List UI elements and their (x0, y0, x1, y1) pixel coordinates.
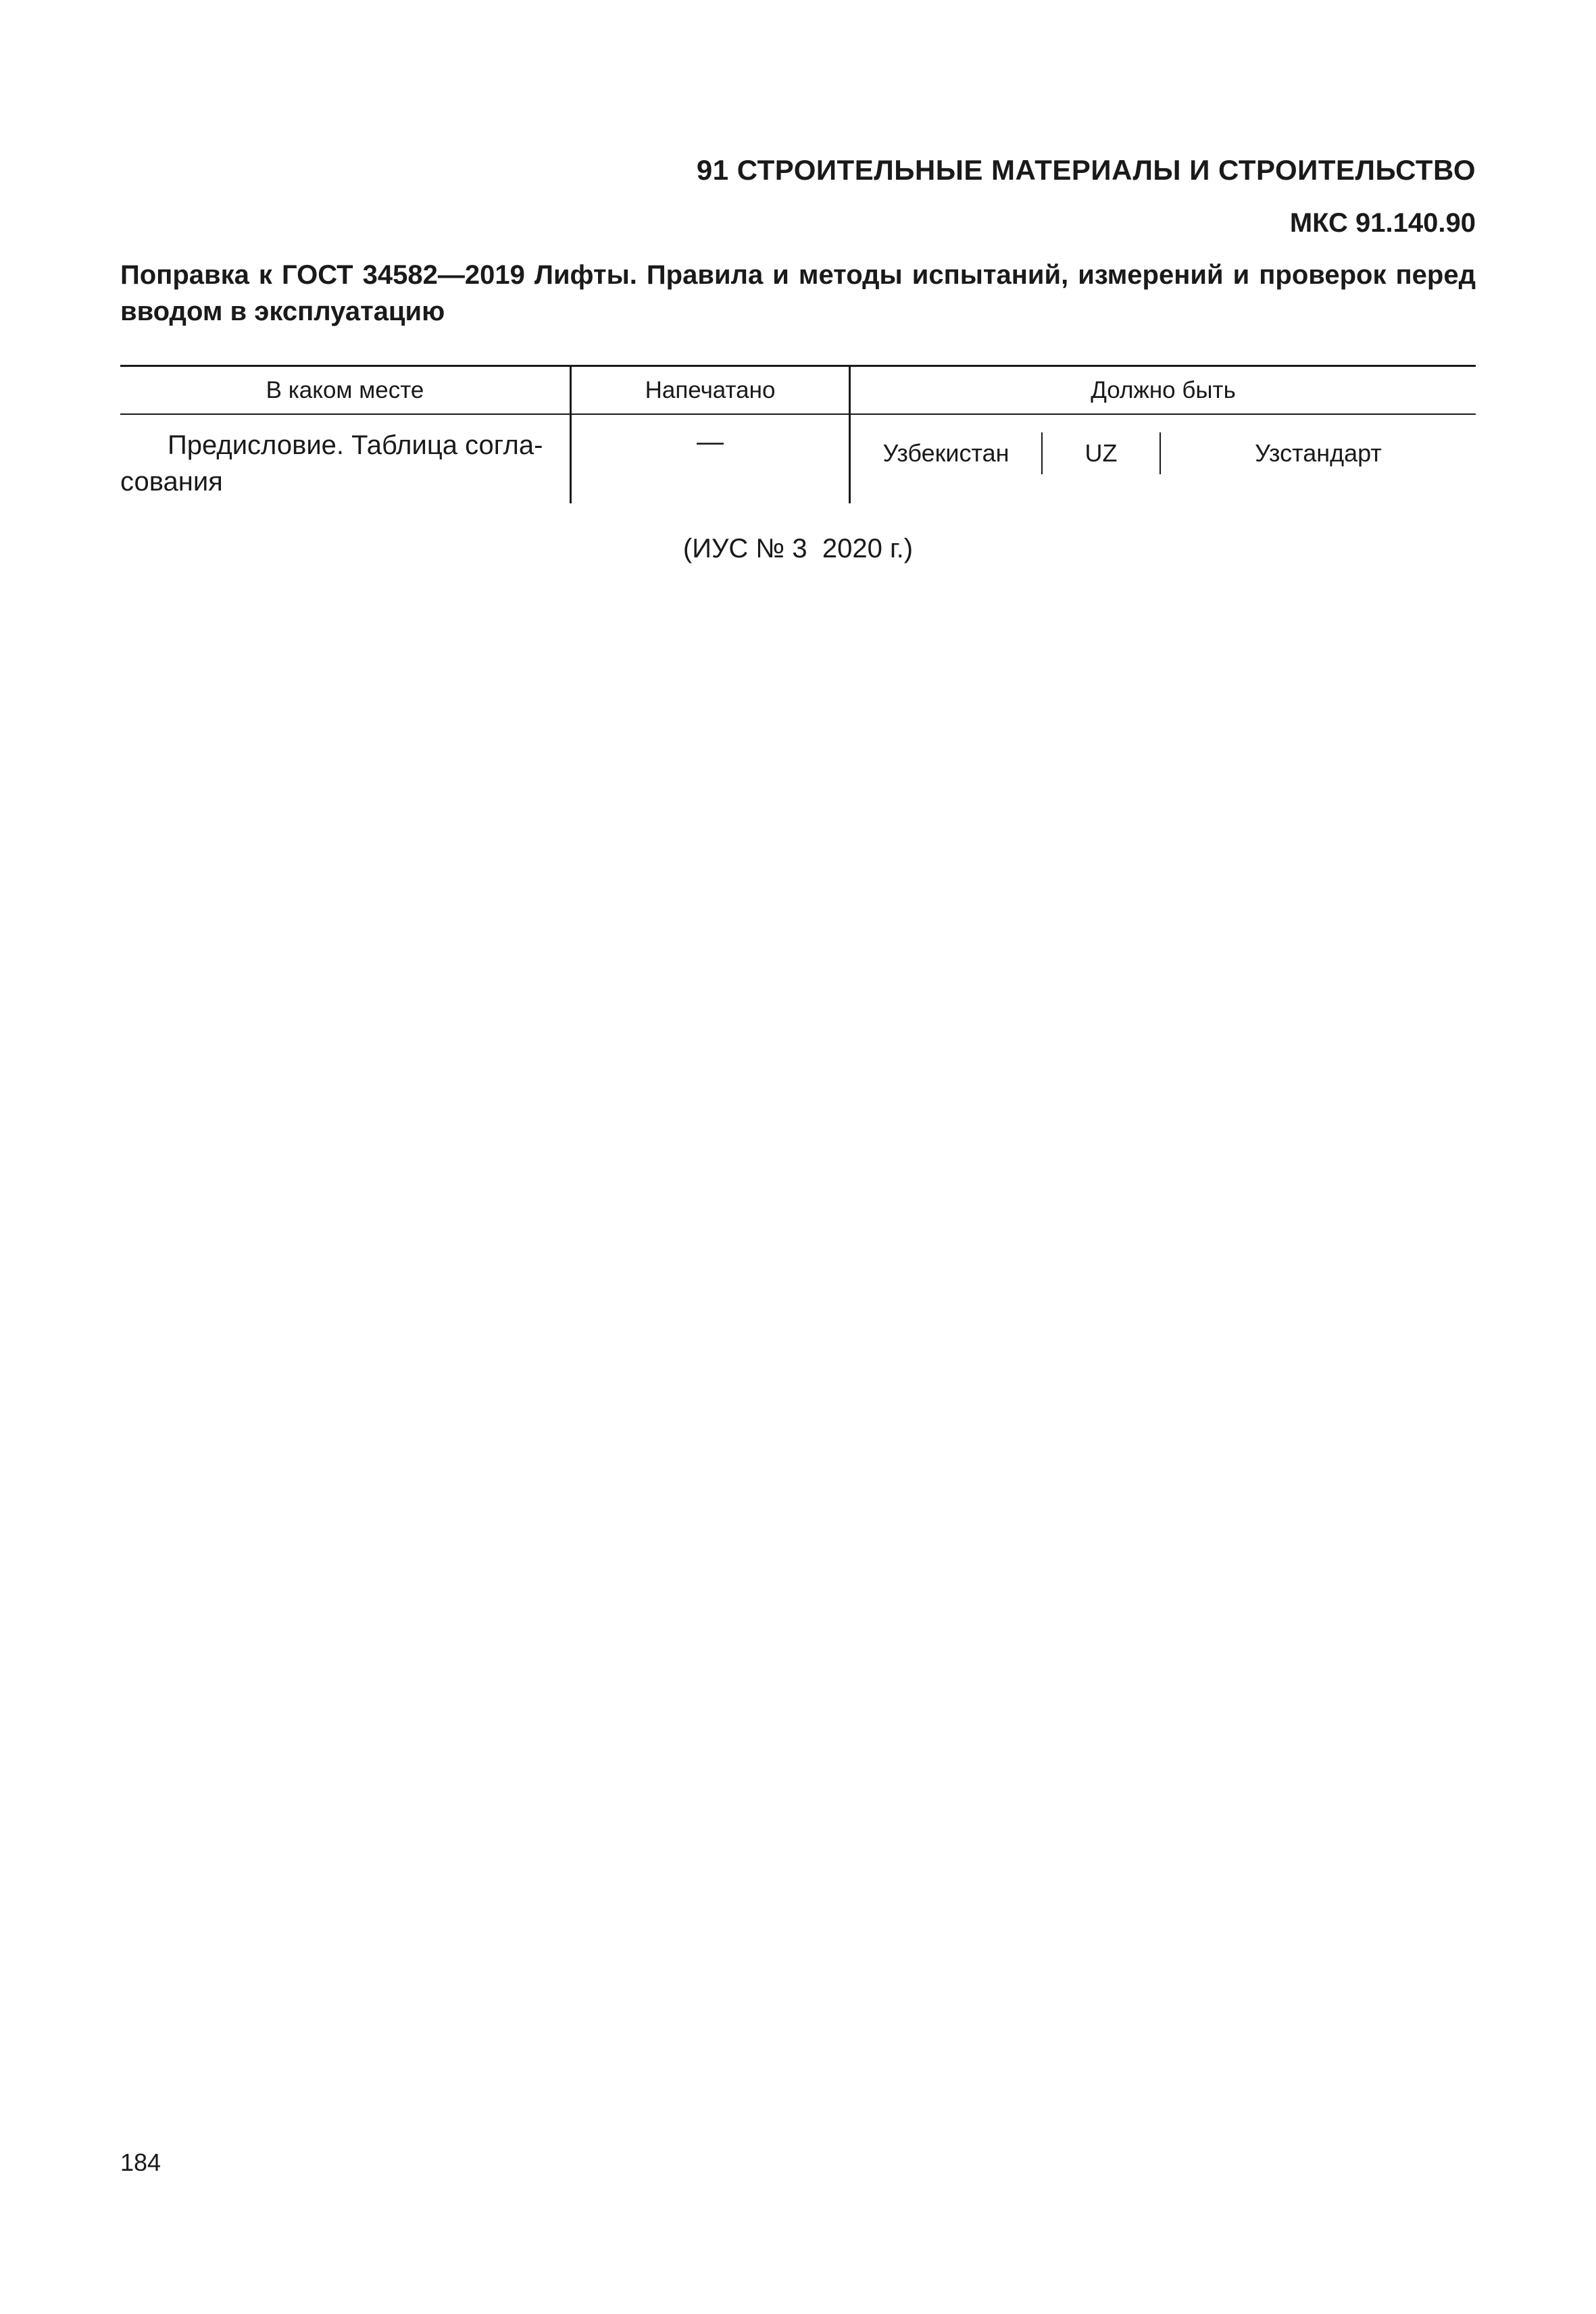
table-header-rule (120, 413, 1476, 415)
cell-should-be-country: Узбекистан (882, 439, 1009, 467)
amendment-title: Поправка к ГОСТ 34582—2019 Лифты. Правила и методы испытаний, измерений и проверок перед вводом в эксплуатацию (120, 260, 1476, 326)
cell-should-be-code: UZ (1084, 439, 1118, 467)
correction-table (120, 365, 1476, 503)
column-header-should-be: Должно быть (1091, 377, 1236, 403)
classification-code: МКС 91.140.90 (1289, 208, 1476, 238)
table-top-rule (120, 365, 1476, 367)
column-header-place: В каком месте (266, 377, 424, 403)
column-header-printed: Напечатано (645, 377, 776, 403)
section-heading: 91 СТРОИТЕЛЬНЫЕ МАТЕРИАЛЫ И СТРОИТЕЛЬСТВО (696, 154, 1476, 186)
cell-place: Предисловие. Таблица согла-сования (120, 430, 543, 497)
issue-note: (ИУС № 3 2020 г.) (682, 534, 914, 563)
cell-printed: — (697, 427, 724, 457)
cell-should-be-body: Узстандарт (1255, 439, 1382, 467)
page-number: 184 (120, 2148, 161, 2176)
